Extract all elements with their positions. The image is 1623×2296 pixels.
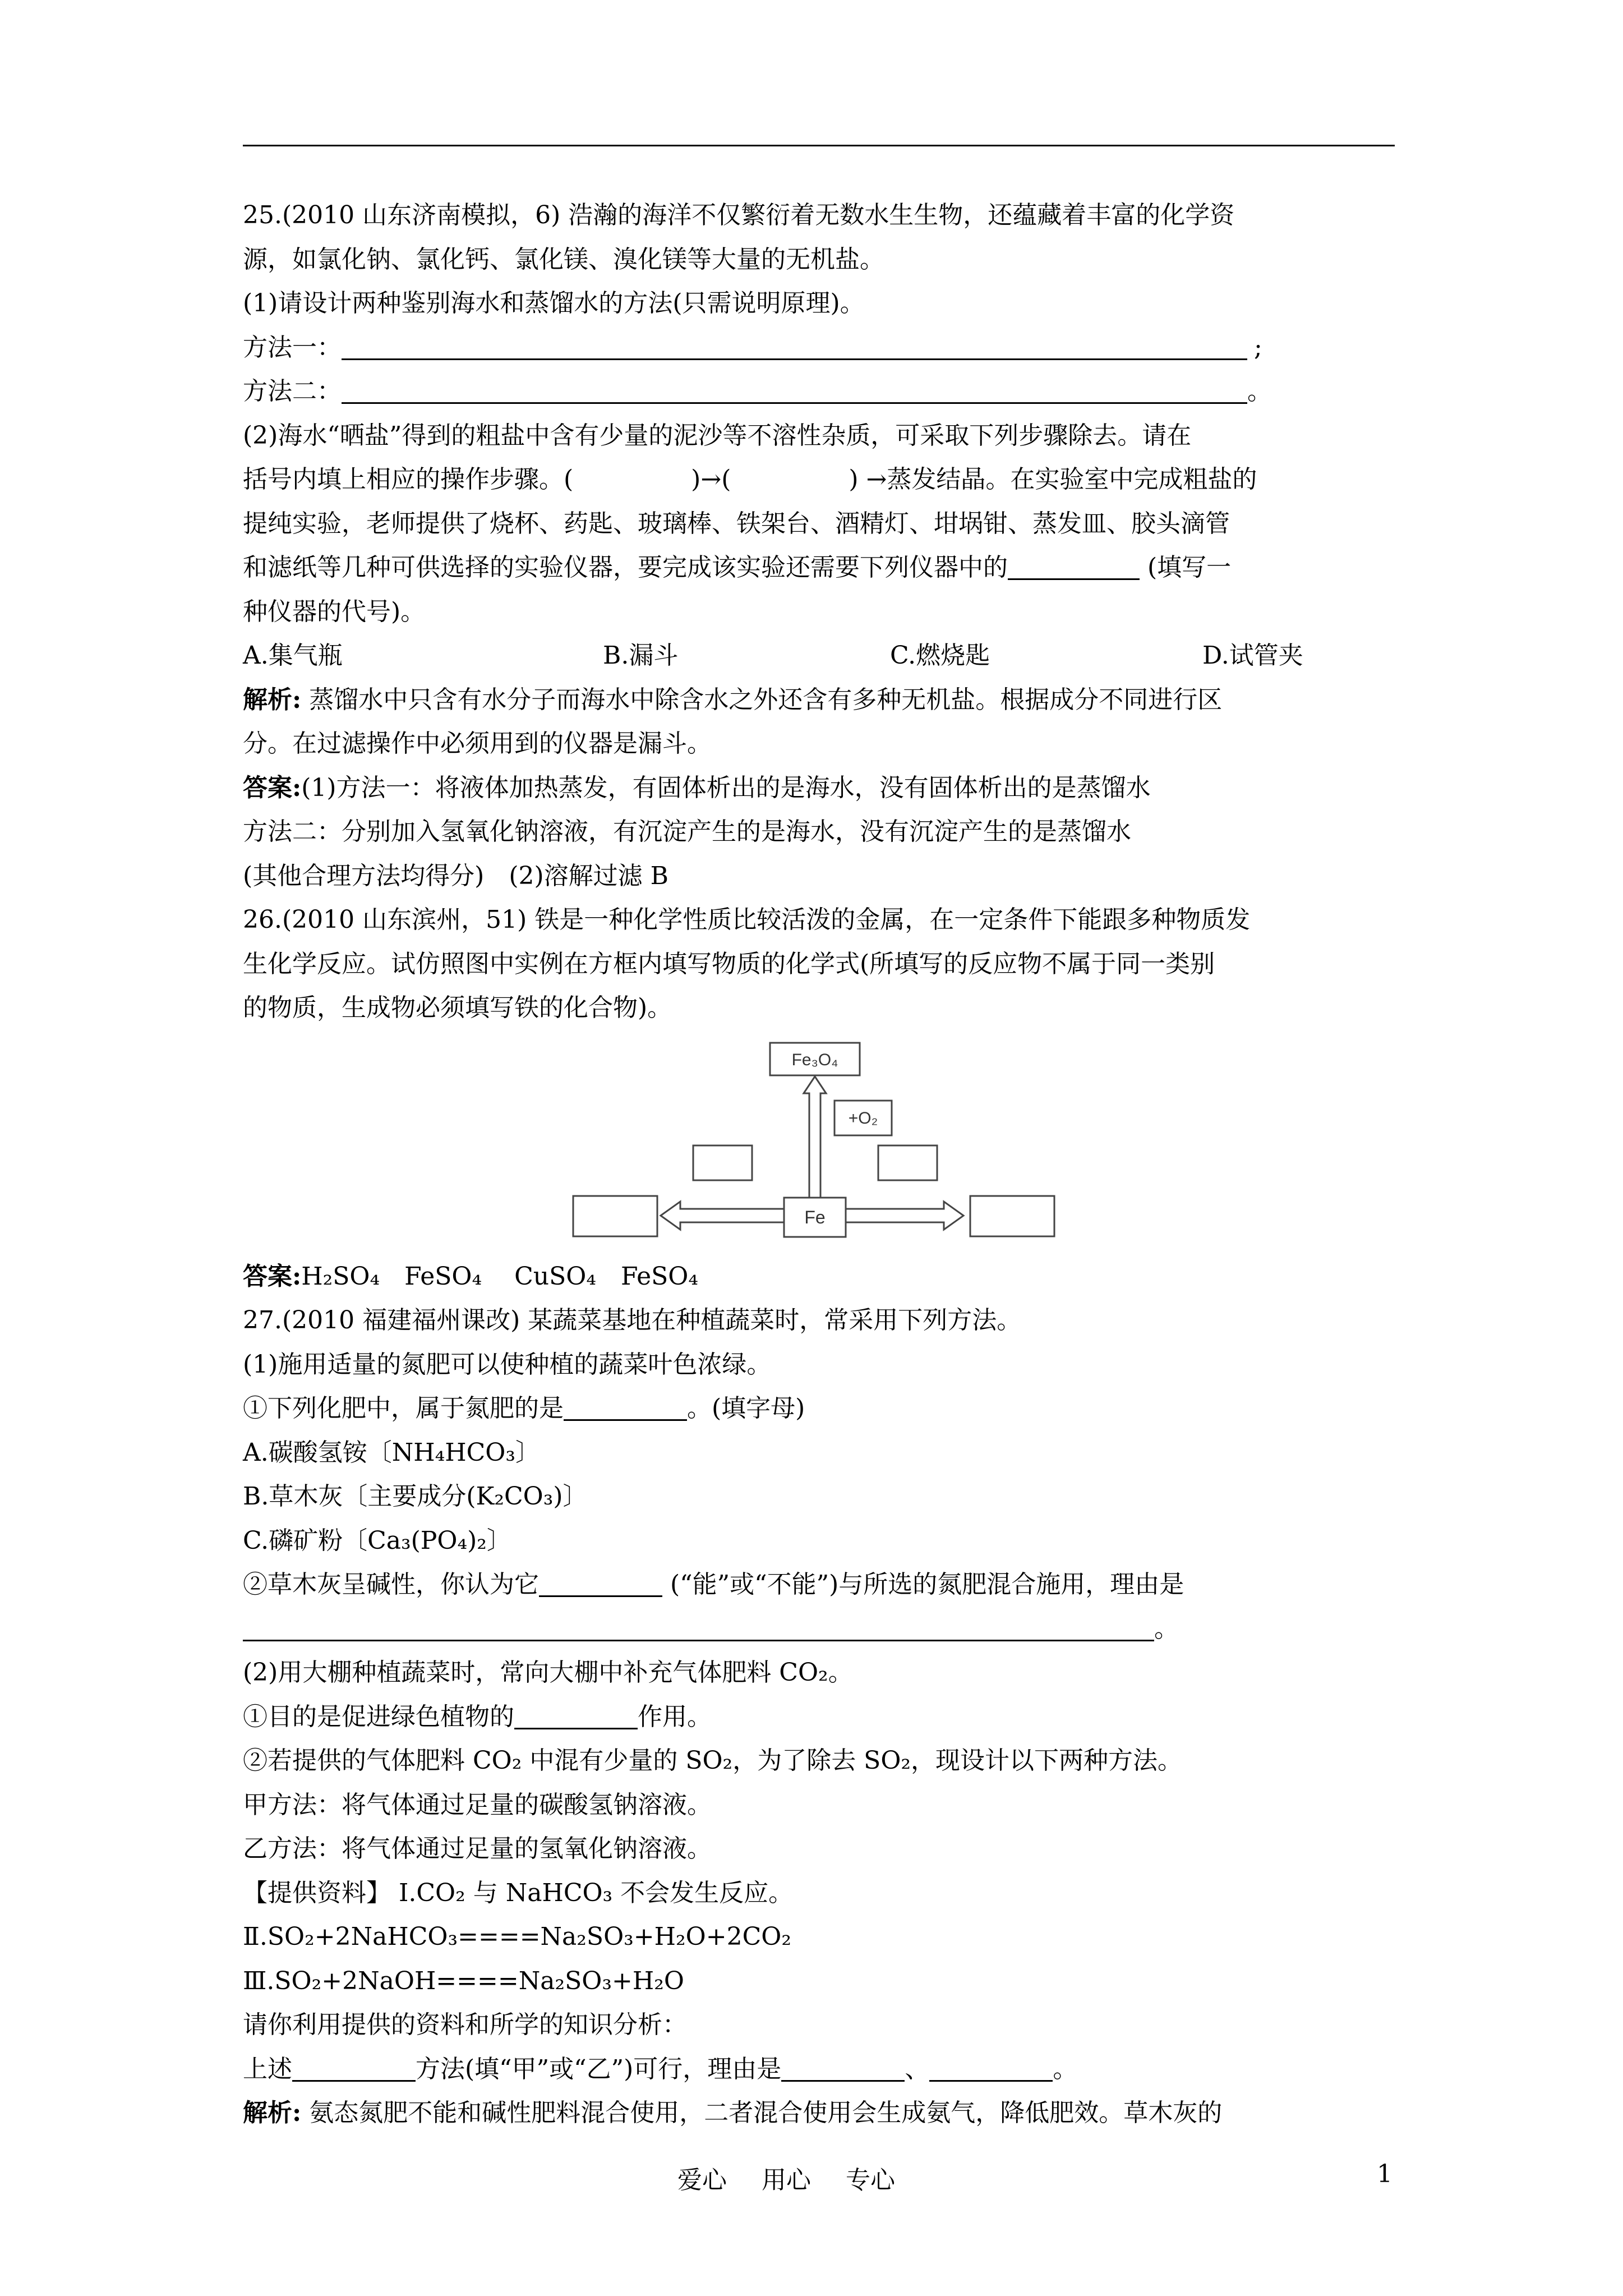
sub1-text-a: ①下列化肥中，属于氮肥的是 [243, 1394, 564, 1423]
q25-part2-line1: (2)海水“晒盐”得到的粗盐中含有少量的泥沙等不溶性杂质，可采取下列步骤除去。请在 [243, 421, 1192, 450]
q26-line3: 的物质，生成物必须填写铁的化合物)。 [243, 993, 672, 1022]
q27-info-2: Ⅱ.SO₂+2NaHCO₃====Na₂SO₃+H₂O+2CO₂ [243, 1922, 791, 1951]
q26-answer-text: H₂SO₄ FeSO₄ CuSO₄ FeSO₄ [301, 1262, 698, 1291]
q27-part1: (1)施用适量的氮肥可以使种植的蔬菜叶色浓绿。 [243, 1350, 772, 1379]
iron-reaction-diagram [243, 1030, 1404, 1255]
p2-sub1-text-b: 作用。 [638, 1702, 712, 1731]
part2-text-e: (填写一 [1147, 553, 1232, 582]
q27-p2-sub2: ②若提供的气体肥料 CO₂ 中混有少量的 SO₂，为了除去 SO₂，现设计以下两种方法。 [243, 1746, 1183, 1775]
q27-info-1 [243, 1871, 1404, 1916]
q27-sub2-reason [243, 1607, 1404, 1651]
left-arrow [661, 1202, 784, 1230]
sub1-text-b: 。(填字母) [687, 1394, 805, 1423]
q27-option-a: A.碳酸氢铵〔NH₄HCO₃〕 [243, 1438, 541, 1467]
q25-part1: (1)请设计两种鉴别海水和蒸馏水的方法(只需说明原理)。 [243, 289, 865, 318]
q26-answer-label: 答案: [243, 1262, 302, 1291]
info-1: I.CO₂ 与 NaHCO₃ 不会发生反应。 [399, 1878, 794, 1907]
option-c: C.燃烧匙 [890, 641, 990, 670]
method2-end: 。 [1247, 377, 1272, 406]
q25-line1: 25.(2010 山东济南模拟，6) 浩瀚的海洋不仅繁衍着无数水生生物，还蕴藏着丰富的化学资 [243, 201, 1235, 229]
q27-part2: (2)用大棚种植蔬菜时，常向大棚中补充气体肥料 CO₂。 [243, 1658, 853, 1687]
document-body [243, 194, 1404, 2136]
sub2-text-b: (“能”或“不能”)与所选的氮肥混合施用，理由是 [670, 1570, 1184, 1599]
option-a: A.集气瓶 [243, 641, 343, 670]
q27-sub2 [243, 1563, 1404, 1607]
q25-answer-line1 [243, 766, 1404, 811]
q27-method-yi: 乙方法：将气体通过足量的氢氧化钠溶液。 [243, 1834, 712, 1863]
answer-text: (1)方法一：将液体加热蒸发，有固体析出的是海水，没有固体析出的是蒸馏水 [301, 773, 1151, 802]
part2-text-b: )→( [691, 465, 731, 494]
q25-line2: 源，如氯化钠、氯化钙、氯化镁、溴化镁等大量的无机盐。 [243, 245, 884, 274]
reason-blank[interactable] [243, 1614, 1154, 1641]
p2-sub1-text-a: ①目的是促进绿色植物的 [243, 1702, 514, 1731]
q27-analysis [243, 2091, 1404, 2136]
option-d: D.试管夹 [1202, 641, 1303, 670]
q27-info-3: Ⅲ.SO₂+2NaOH====Na₂SO₃+H₂O [243, 1966, 684, 1995]
footer-item-1: 爱心 [677, 2166, 727, 2194]
part2-text-c: ) →蒸发结晶。在实验室中完成粗盐的 [849, 465, 1257, 494]
q27-p2-sub1 [243, 1695, 1404, 1740]
header-rule [243, 145, 1395, 146]
sub2-text-a: ②草木灰呈碱性，你认为它 [243, 1570, 539, 1599]
method2-blank[interactable] [342, 376, 1247, 404]
footer-item-2: 用心 [762, 2166, 811, 2194]
answer-label: 答案: [243, 773, 302, 802]
q27-sub1 [243, 1387, 1404, 1431]
method-choice-blank[interactable] [292, 2054, 416, 2082]
left-product-box[interactable] [573, 1196, 657, 1236]
reason2-blank[interactable] [929, 2054, 1053, 2082]
instrument-blank[interactable] [1008, 553, 1140, 580]
q27-ask: 请你利用提供的资料和所学的知识分析： [243, 2010, 687, 2039]
can-mix-blank[interactable] [539, 1570, 662, 1597]
sub2-end: 。 [1154, 1614, 1179, 1643]
q25-part2-line5: 种仪器的代号)。 [243, 597, 426, 626]
q25-method1 [243, 326, 1404, 370]
method1-end: ; [1254, 333, 1262, 362]
reason1-blank[interactable] [781, 2054, 905, 2082]
final-text-a: 上述 [243, 2054, 292, 2083]
analysis-label: 解析: [243, 685, 302, 714]
q26-answer [243, 1255, 1404, 1299]
q25-analysis-line1 [243, 678, 1404, 723]
q25-part2-line4 [243, 546, 1404, 590]
fe-label: Fe [804, 1207, 826, 1227]
q27-final [243, 2047, 1404, 2092]
q25-answer-line3: (其他合理方法均得分) (2)溶解过滤 B [243, 861, 668, 890]
page-number: 1 [1377, 2160, 1393, 2188]
q27-option-c: C.磷矿粉〔Ca₃(PO₄)₂〕 [243, 1526, 511, 1555]
diagram-svg [571, 1030, 1059, 1255]
oxygen-label: +O₂ [848, 1108, 878, 1128]
q27-option-b: B.草木灰〔主要成分(K₂CO₃)〕 [243, 1482, 588, 1511]
fe3o4-label: Fe₃O₄ [791, 1050, 838, 1069]
left-reactant-box[interactable] [693, 1145, 752, 1180]
q25-analysis-line2: 分。在过滤操作中必须用到的仪器是漏斗。 [243, 729, 712, 758]
q26-line1: 26.(2010 山东滨州，51) 铁是一种化学性质比较活泼的金属，在一定条件下能跟多种物质发 [243, 905, 1251, 934]
q25-part2-line3: 提纯实验，老师提供了烧杯、药匙、玻璃棒、铁架台、酒精灯、坩埚钳、蒸发皿、胶头滴管 [243, 509, 1230, 538]
q27-line1: 27.(2010 福建福州课改) 某蔬菜基地在种植蔬菜时，常采用下列方法。 [243, 1306, 1022, 1335]
q25-options [243, 634, 1404, 678]
right-product-box[interactable] [970, 1196, 1054, 1236]
nitrogen-fertilizer-blank[interactable] [564, 1393, 687, 1421]
q27-analysis-label: 解析: [243, 2099, 302, 2127]
up-arrow [804, 1076, 826, 1198]
right-reactant-box[interactable] [878, 1145, 937, 1180]
footer-motto [677, 2160, 930, 2196]
right-arrow [846, 1202, 963, 1230]
final-text-b: 方法(填“甲”或“乙”)可行，理由是 [416, 2054, 782, 2083]
analysis-text: 蒸馏水中只含有水分子而海水中除含水之外还含有多种无机盐。根据成分不同进行区 [309, 685, 1223, 714]
option-b: B.漏斗 [603, 641, 679, 670]
final-text-d: 。 [1053, 2054, 1078, 2083]
info-label: 【提供资料】 [243, 1878, 391, 1907]
q25-part2-line2 [243, 458, 1404, 502]
q26-line2: 生化学反应。试仿照图中实例在方框内填写物质的化学式(所填写的反应物不属于同一类别 [243, 949, 1215, 978]
photosynthesis-blank[interactable] [514, 1702, 638, 1729]
q25-method2 [243, 370, 1404, 414]
final-text-c: 、 [905, 2054, 930, 2083]
part2-text-d: 和滤纸等几种可供选择的实验仪器，要完成该实验还需要下列仪器中的 [243, 553, 1008, 582]
q25-answer-line2: 方法二：分别加入氢氧化钠溶液，有沉淀产生的是海水，没有沉淀产生的是蒸馏水 [243, 817, 1131, 846]
method1-blank[interactable] [342, 333, 1247, 360]
q27-analysis-text: 氨态氮肥不能和碱性肥料混合使用，二者混合使用会生成氨气，降低肥效。草木灰的 [309, 2099, 1223, 2127]
q27-method-jia: 甲方法：将气体通过足量的碳酸氢钠溶液。 [243, 1790, 712, 1819]
method2-label: 方法二： [243, 377, 342, 406]
method1-label: 方法一： [243, 333, 342, 362]
footer-item-3: 专心 [846, 2166, 895, 2194]
part2-text-a: 括号内填上相应的操作步骤。( [243, 465, 574, 494]
